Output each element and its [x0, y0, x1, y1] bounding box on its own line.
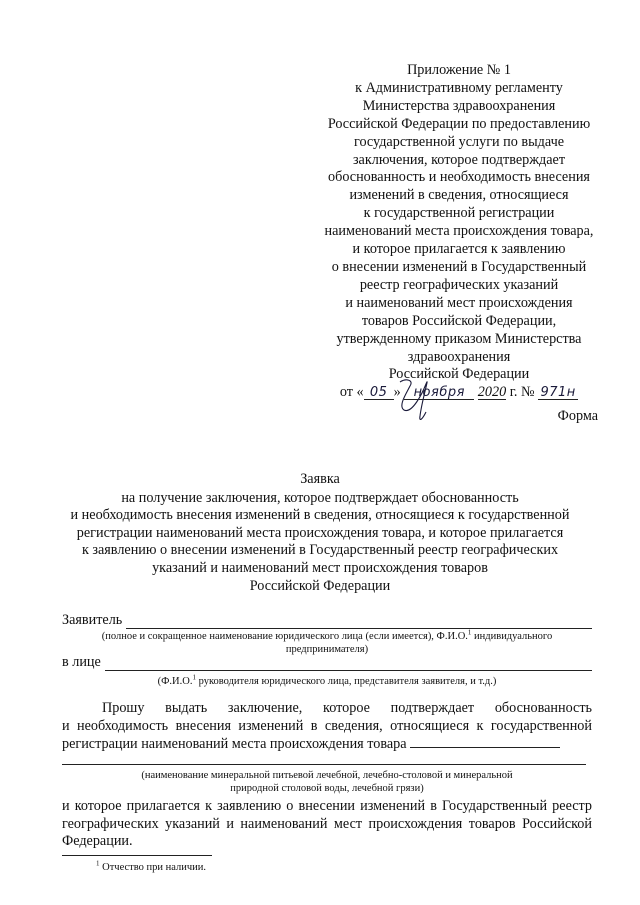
product-name-hint: (наименование минеральной питьевой лечебной, лечебно-столовой и минеральной природной столовой воды, лечебной грязи): [141, 770, 513, 794]
applicant-hint: (полное и сокращенное наименование юридического лица (если имеется), Ф.И.О.$^1$ индивидуального предпринимателя): [101, 628, 553, 655]
request-tail-paragraph: и которое прилагается к заявлению о внесении изменений в Государственный реестр географических указаний и наименований мест происхождения товаров Российской Федерации.: [62, 798, 592, 850]
appendix-block: [300, 62, 618, 402]
title-line: к заявлению о внесении изменений в Государственный реестр географических: [81, 542, 559, 559]
appendix-line: к Административному регламенту: [355, 79, 563, 96]
applicant-input-line[interactable]: [126, 614, 592, 629]
appendix-line: Приложение № 1: [407, 62, 511, 78]
appendix-line: о внесении изменений в Государственный: [331, 258, 587, 275]
representative-input-line[interactable]: [105, 656, 592, 671]
applicant-label: Заявитель: [62, 612, 123, 628]
footnote: $^1$ Отчество при наличии.: [96, 859, 206, 873]
appendix-line: здравоохранения: [407, 348, 511, 365]
representative-hint: (Ф.И.О.$^1$ руководителя юридического лица, представителя заявителя, и т.д.): [157, 673, 497, 687]
title-line: и необходимость внесения изменений в сведения, относящиеся к государственной: [70, 507, 570, 524]
form-label: Форма: [557, 408, 598, 424]
appendix-line: реестр географических указаний: [359, 276, 559, 293]
appendix-line: и которое прилагается к заявлению: [352, 241, 566, 258]
date-year: 2020: [477, 384, 507, 401]
appendix-line: наименований места происхождения товара,: [324, 223, 594, 240]
title-line: Российской Федерации: [249, 577, 391, 594]
title-heading: Заявка: [300, 471, 340, 487]
date-month: ноября: [404, 386, 474, 400]
date-suffix: г. №: [509, 384, 535, 401]
appendix-line: обоснованность и необходимость внесения: [328, 169, 590, 186]
document-title: [40, 471, 600, 595]
footnote-separator: [62, 855, 212, 856]
title-line: на получение заключения, которое подтверждает обоснованность: [121, 489, 519, 506]
product-name-input-line-2[interactable]: [62, 764, 586, 765]
applicant-field: [62, 612, 592, 629]
title-line: регистрации наименований места происхождения товара, и которое прилагается: [76, 524, 564, 541]
date-mid: »: [393, 384, 401, 401]
date-day: 05: [364, 386, 394, 400]
appendix-line: Российской Федерации: [388, 366, 530, 383]
appendix-line: утвержденному приказом Министерства: [336, 330, 582, 347]
order-number: 971н: [538, 386, 578, 400]
appendix-line: заключения, которое подтверждает: [352, 151, 566, 168]
appendix-line: государственной услуги по выдаче: [353, 133, 565, 150]
order-date-line: [300, 384, 618, 402]
request-paragraph: Прошу выдать заключение, которое подтверждает обоснованность и необходимость внесения изменений в сведения, относящиеся к государственной регистрации наименований места происхождения товара: [62, 700, 592, 753]
appendix-line: изменений в сведения, относящиеся: [349, 187, 569, 204]
representative-label: в лице: [62, 654, 101, 670]
signature-icon: [392, 376, 452, 426]
appendix-line: к государственной регистрации: [363, 205, 555, 222]
representative-field: [62, 654, 592, 671]
appendix-line: и наименований мест происхождения: [345, 294, 573, 311]
date-prefix: от «: [339, 384, 364, 401]
title-line: указаний и наименований мест происхождения товаров: [152, 559, 488, 576]
appendix-line: товаров Российской Федерации,: [361, 312, 557, 329]
product-name-input-line[interactable]: [410, 735, 560, 748]
appendix-line: Российской Федерации по предоставлению: [327, 115, 591, 132]
appendix-line: Министерства здравоохранения: [362, 97, 556, 114]
